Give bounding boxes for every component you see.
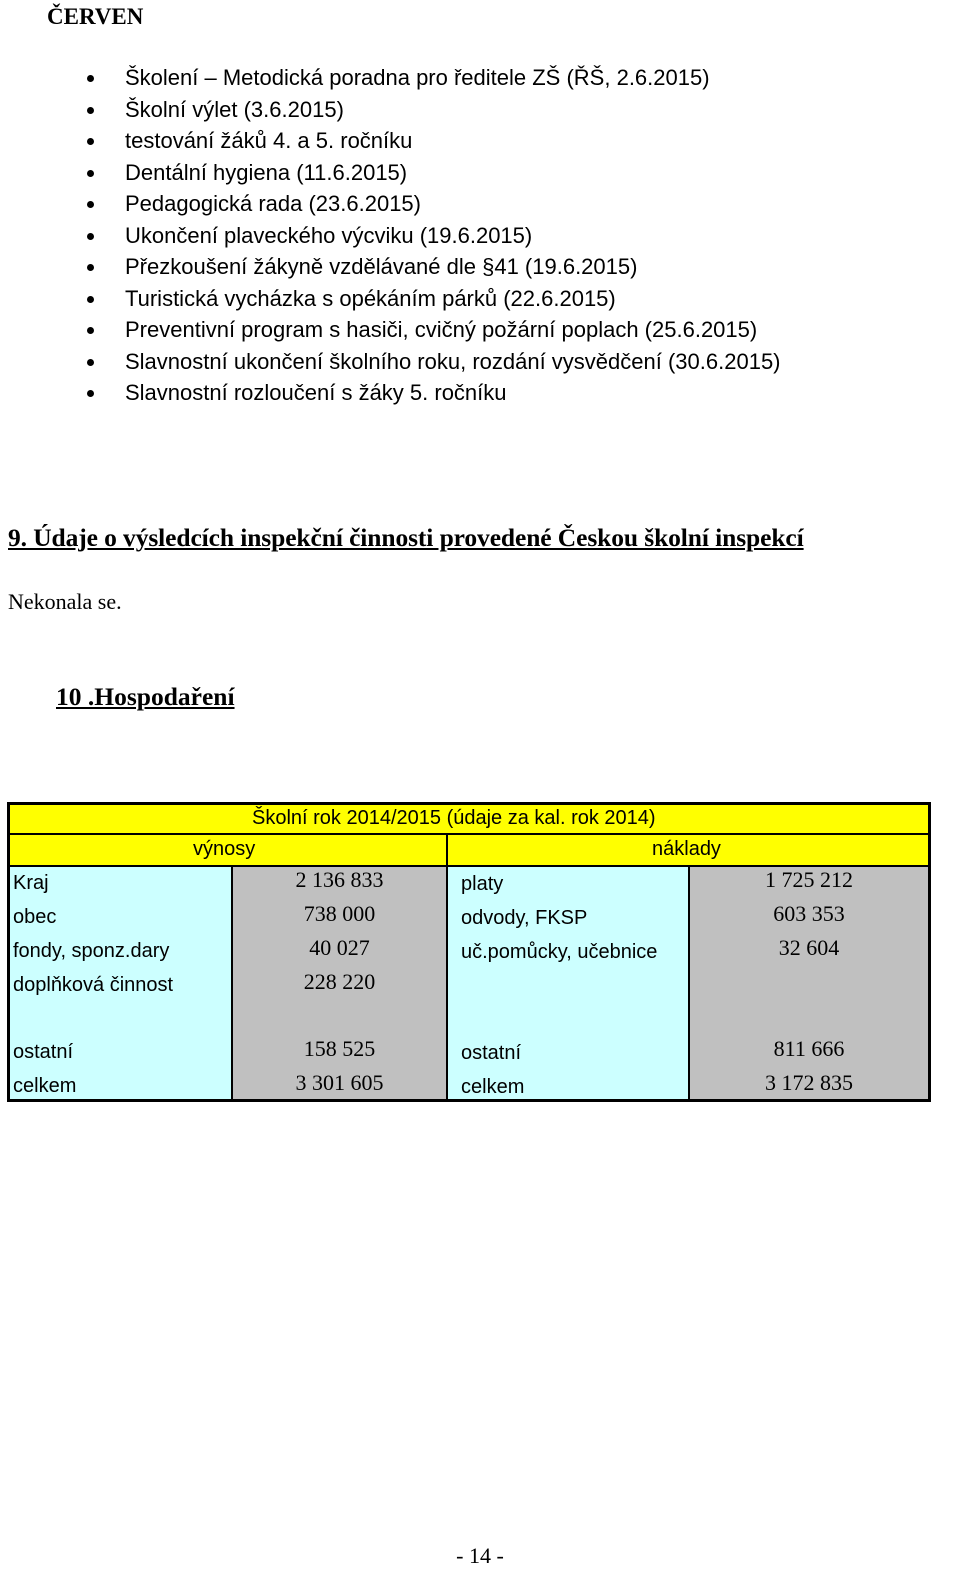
bullet-icon [87, 359, 94, 366]
bullet-icon [87, 170, 94, 177]
event-text: Pedagogická rada (23.6.2015) [125, 191, 421, 216]
expense-label: platy [461, 873, 504, 895]
list-item [0, 377, 781, 409]
section-9-heading: 9. Údaje o výsledcích inspekční činnosti provedené Českou školní inspekcí [8, 523, 804, 552]
bullet-icon [87, 264, 94, 271]
month-heading: ČERVEN [47, 4, 144, 29]
event-text: testování žáků 4. a 5. ročníku [125, 128, 413, 153]
expense-label: celkem [461, 1076, 525, 1098]
income-label: Kraj [13, 872, 49, 894]
list-item [0, 220, 781, 252]
section-10-heading: 10 .Hospodaření [56, 682, 235, 711]
list-item [0, 283, 781, 315]
bullet-icon [87, 233, 94, 240]
bullet-icon [87, 201, 94, 208]
expense-value: 603 353 [773, 901, 845, 926]
bullet-icon [87, 75, 94, 82]
event-text: Slavnostní rozloučení s žáky 5. ročníku [125, 380, 507, 405]
list-item [0, 62, 781, 94]
expense-label: uč.pomůcky, učebnice [461, 941, 658, 963]
expense-value: 1 725 212 [765, 867, 853, 892]
expense-header: náklady [652, 838, 721, 860]
list-item [0, 125, 781, 157]
expense-value: 32 604 [778, 935, 840, 960]
expense-value: 811 666 [773, 1036, 845, 1061]
bullet-icon [87, 107, 94, 114]
event-text: Preventivní program s hasiči, cvičný požární poplach (25.6.2015) [125, 317, 758, 342]
income-label: obec [13, 906, 57, 928]
section-9-text: Nekonala se. [8, 589, 122, 614]
income-value: 3 301 605 [295, 1070, 384, 1095]
bullet-icon [87, 296, 94, 303]
list-item [0, 188, 781, 220]
expense-label: ostatní [461, 1042, 522, 1064]
income-value: 738 000 [303, 901, 376, 926]
bullet-icon [87, 138, 94, 145]
list-item [0, 346, 781, 378]
finance-table [7, 802, 931, 1102]
income-header: výnosy [193, 838, 256, 860]
event-text: Přezkoušení žákyně vzdělávané dle §41 (19.6.2015) [125, 254, 638, 279]
income-label: ostatní [13, 1041, 74, 1063]
list-item [0, 251, 781, 283]
list-item [0, 314, 781, 346]
bullet-icon [87, 390, 94, 397]
list-item [0, 94, 781, 126]
event-text: Školní výlet (3.6.2015) [125, 96, 344, 122]
bullet-icon [87, 327, 94, 334]
expense-value: 3 172 835 [765, 1070, 853, 1095]
income-value: 228 220 [303, 969, 376, 994]
event-text: Turistická vycházka s opékáním párků (22.6.2015) [125, 285, 616, 311]
event-text: Slavnostní ukončení školního roku, rozdání vysvědčení (30.6.2015) [125, 348, 781, 374]
income-label: doplňková činnost [13, 974, 174, 996]
page-number: - 14 - [456, 1543, 504, 1568]
income-label: celkem [13, 1075, 77, 1097]
list-item [0, 157, 781, 189]
income-value: 40 027 [309, 935, 370, 960]
event-text: Dentální hygiena (11.6.2015) [125, 159, 408, 185]
event-text: Ukončení plaveckého výcviku (19.6.2015) [125, 222, 533, 248]
finance-title: Školní rok 2014/2015 (údaje za kal. rok 2014) [252, 807, 656, 829]
expense-label: odvody, FKSP [461, 907, 588, 929]
events-list [0, 62, 781, 409]
income-value: 2 136 833 [295, 867, 384, 892]
event-text: Školení – Metodická poradna pro ředitele ZŠ (ŘŠ, 2.6.2015) [125, 65, 710, 90]
income-value: 158 525 [303, 1036, 376, 1061]
income-label: fondy, sponz.dary [13, 940, 170, 962]
